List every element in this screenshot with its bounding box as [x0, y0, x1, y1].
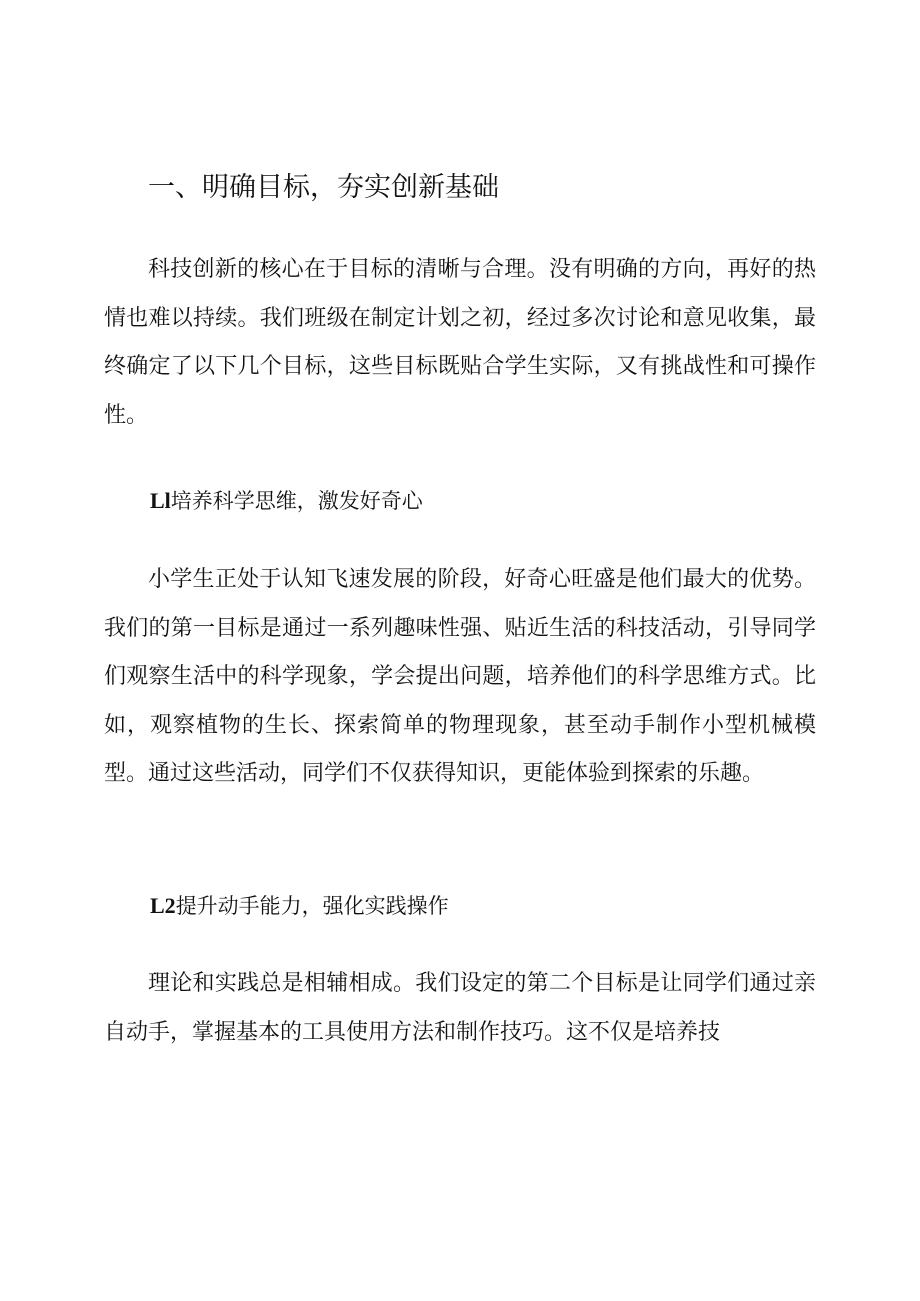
- subsection-heading-1: [150, 485, 423, 515]
- section-intro-paragraph: 科技创新的核心在于目标的清晰与合理。没有明确的方向，再好的热情也难以持续。我们班级在制定计划之初，经过多次讨论和意见收集，最终确定了以下几个目标，这些目标既贴合学生实际，又有挑战性和可操作性。: [104, 257, 816, 428]
- section-title: 一、明确目标，夯实创新基础: [148, 172, 499, 203]
- subsection-body-2: 理论和实践总是相辅相成。我们设定的第二个目标是让同学们通过亲自动手，掌握基本的工具使用方法和制作技巧。这不仅是培养技: [104, 971, 816, 1045]
- subsection-number-2: L2: [150, 893, 176, 918]
- subsection-title-1: 培养科学思维，激发好奇心: [170, 489, 423, 513]
- subsection-body-1: 小学生正处于认知飞速发展的阶段，好奇心旺盛是他们最大的优势。我们的第一目标是通过一系列趣味性强、贴近生活的科技活动，引导同学们观察生活中的科学现象，学会提出问题，培养他们的科学思维方式。比如，观察植物的生长、探索简单的物理现象，甚至动手制作小型机械模型。通过这些活动，同学们不仅获得知识，更能体验到探索的乐趣。: [104, 567, 816, 786]
- subsection-heading-2: [150, 890, 449, 920]
- subsection-title-2: 提升动手能力，强化实践操作: [175, 894, 449, 918]
- subsection-number-1: Ll: [150, 488, 171, 513]
